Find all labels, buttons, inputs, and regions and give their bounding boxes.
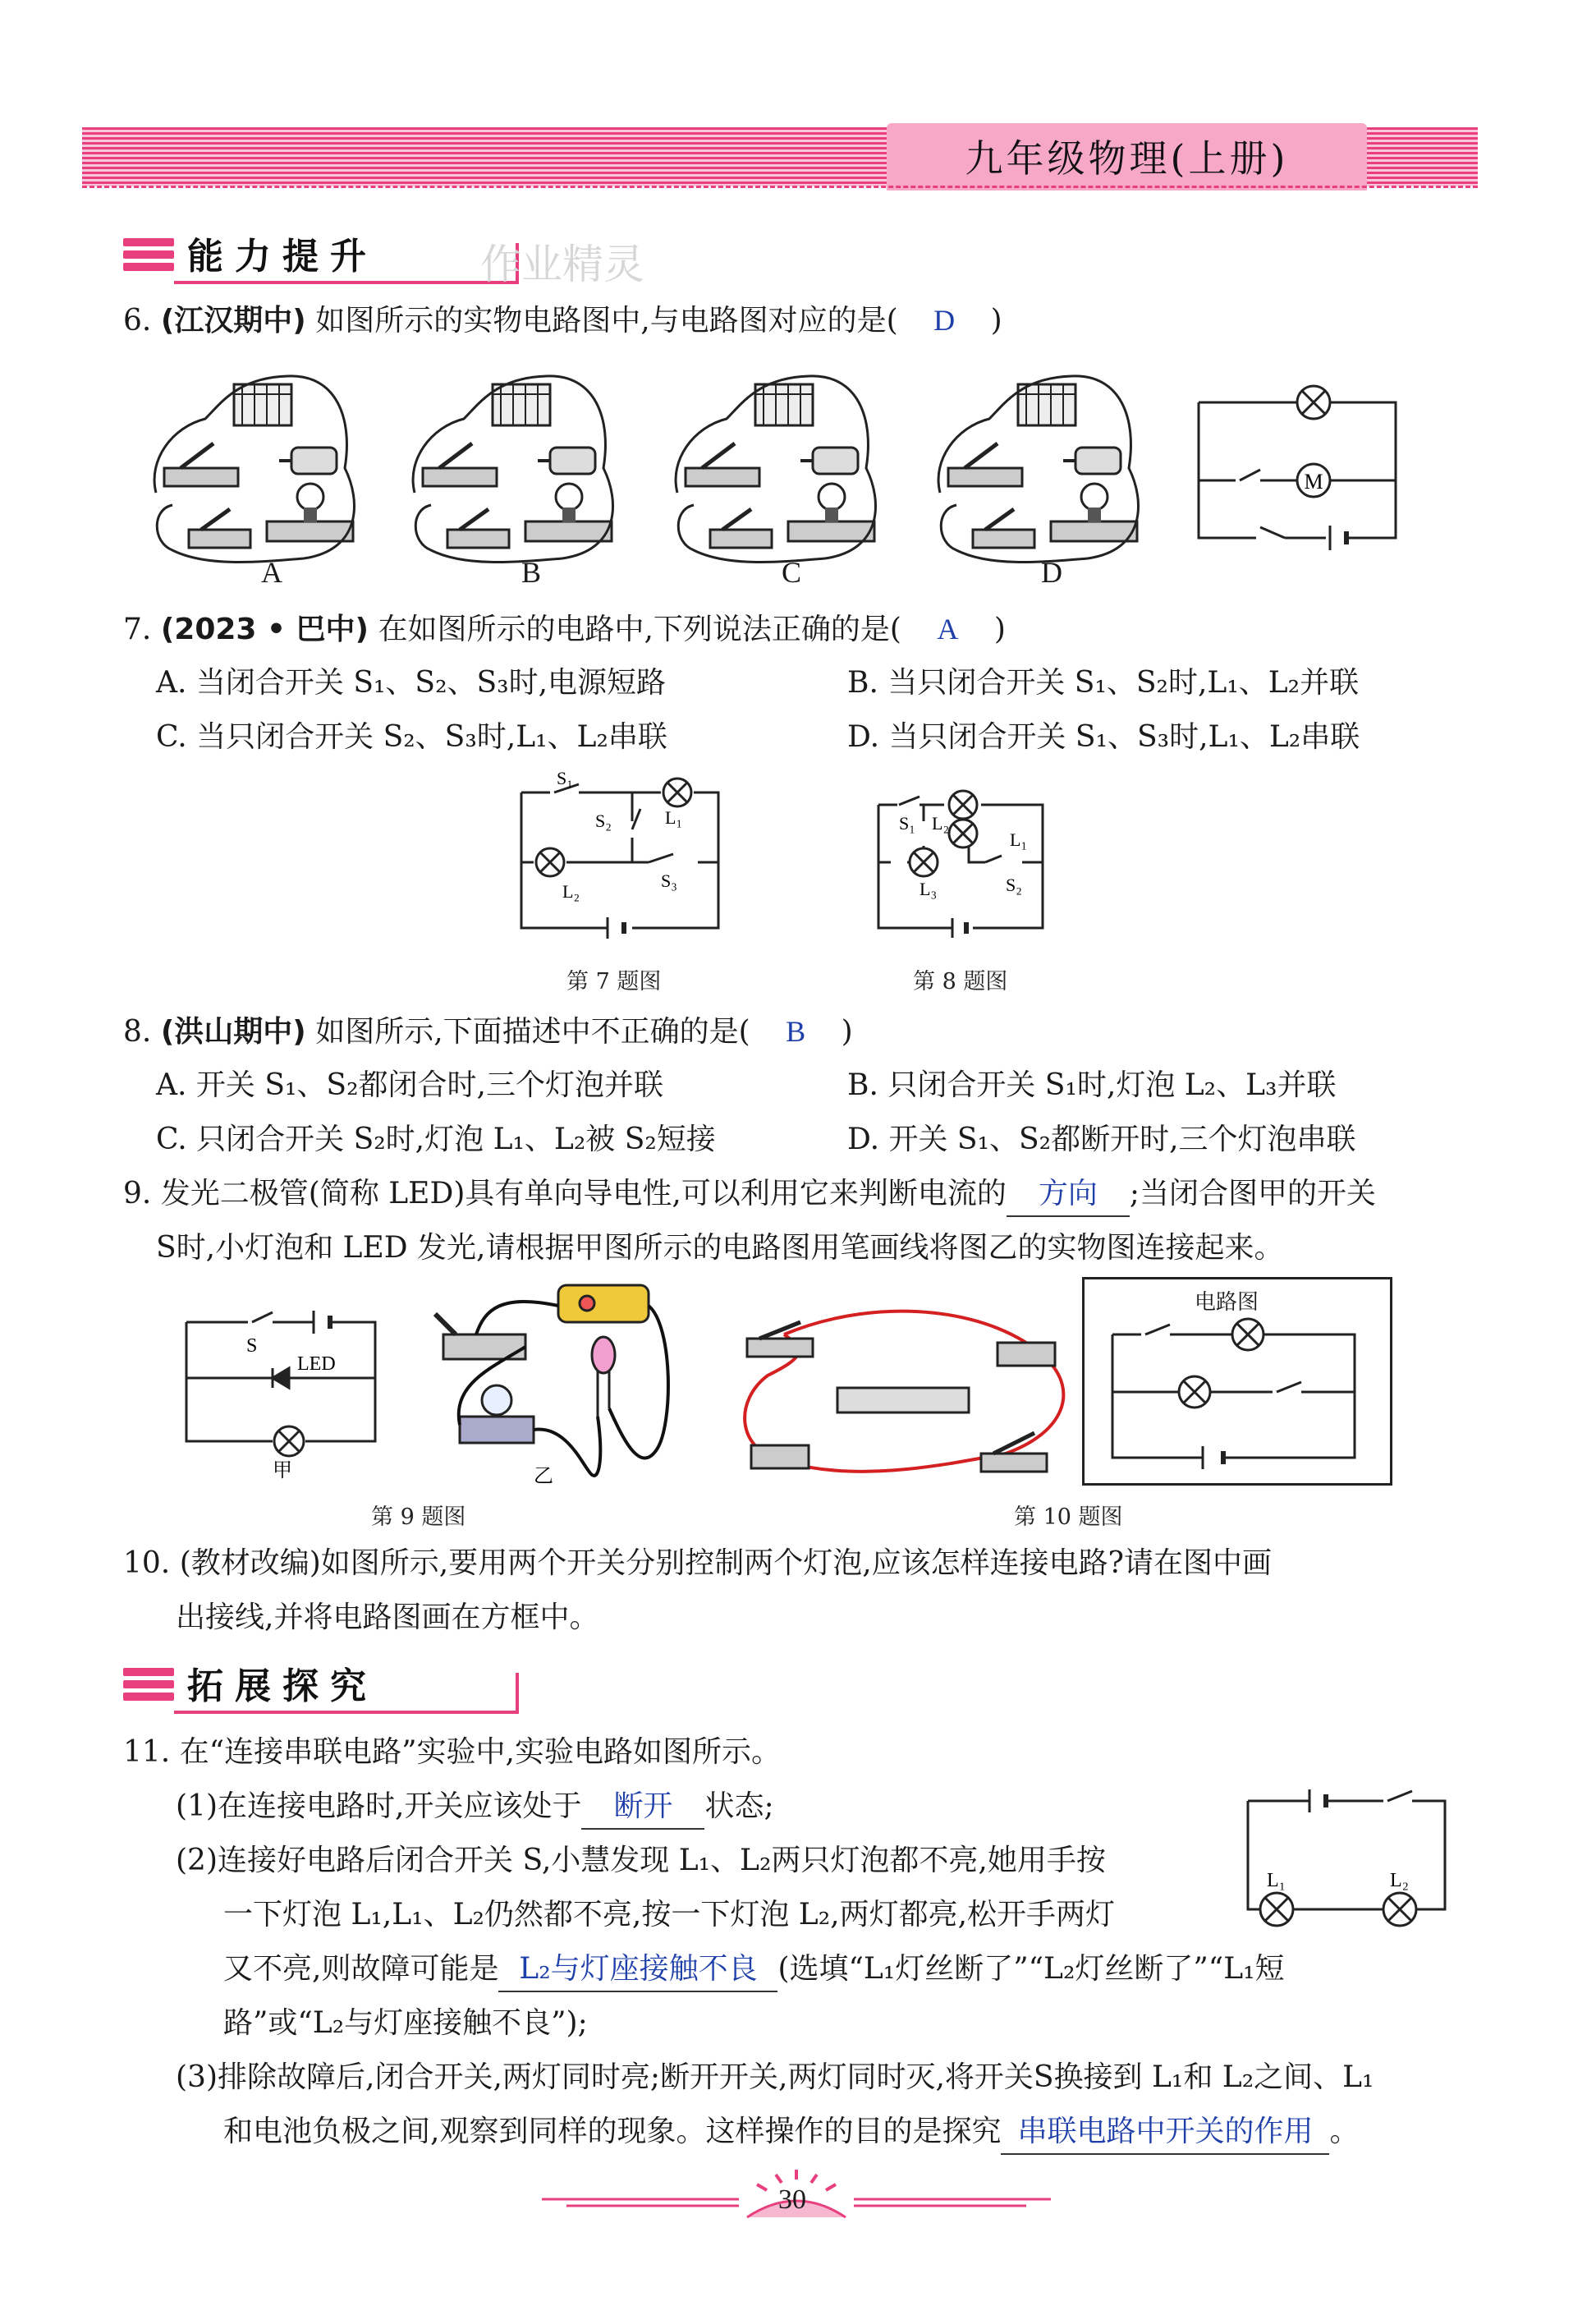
q11-part2-line2: 一下灯泡 L₁,L₁、L₂仍然都不亮,按一下灯泡 L₂,两灯都亮,松开手两灯 <box>223 1898 1116 1931</box>
q8-close-paren: ) <box>841 1015 853 1049</box>
q6-motor-label: M <box>1304 470 1323 494</box>
q11-p1-text: (1)在连接电路时,开关应该处于 <box>176 1789 582 1823</box>
question-11-intro: 11. 在“连接串联电路”实验中,实验电路如图所示。 <box>123 1735 781 1769</box>
section-ability-header <box>123 232 378 282</box>
q6-figure-a <box>154 376 354 563</box>
q6-option-b: B <box>521 556 542 589</box>
section-ability-title: 能力提升 <box>187 236 378 278</box>
q7-number: 7. <box>123 613 152 646</box>
q11-schematic <box>1244 1786 1453 1930</box>
q6-stem: 如图所示的实物电路图中,与电路图对应的是( <box>315 304 898 338</box>
section-stripes-icon <box>123 1668 174 1706</box>
section-extend-title: 拓展探究 <box>187 1665 378 1707</box>
svg-text:L₁: L₁ <box>665 807 683 828</box>
q6-figure-c <box>676 376 875 563</box>
q9-caption: 第 9 题图 <box>371 1504 466 1530</box>
q6-number: 6. <box>123 304 152 338</box>
svg-text:S₂: S₂ <box>1006 875 1022 895</box>
q9-answer-blank: 方向 <box>1007 1173 1130 1217</box>
q7-close-paren: ) <box>993 613 1006 646</box>
question-9-line1 <box>123 1173 1376 1217</box>
q7-answer: A <box>937 613 959 645</box>
q6-option-a: A <box>261 556 282 589</box>
q8-option-d: D. 开关 S₁、S₂都断开时,三个灯泡串联 <box>847 1123 1356 1156</box>
q9-switch-label: S <box>246 1335 258 1357</box>
q6-schematic <box>1195 378 1408 550</box>
section-extend-header <box>123 1661 378 1712</box>
q11-part3-line1: (3)排除故障后,闭合开关,两灯同时亮;断开开关,两灯同时灭,将开关S换接到 L₁和 L₂之间、L₁ <box>176 2060 1374 2094</box>
q8-option-b: B. 只闭合开关 S₁时,灯泡 L₂、L₃并联 <box>847 1068 1337 1102</box>
svg-text:L₁: L₁ <box>1010 829 1028 850</box>
svg-text:S₁: S₁ <box>899 813 915 834</box>
q6-option-c: C <box>782 556 802 589</box>
svg-text:S₁: S₁ <box>557 768 573 788</box>
q11-p3-answer: 串联电路中开关的作用 <box>1001 2111 1329 2155</box>
q11-part2-line1: (2)连接好电路后闭合开关 S,小慧发现 L₁、L₂两只灯泡都不亮,她用手按 <box>176 1844 1106 1877</box>
q6-option-d: D <box>1041 556 1062 589</box>
section-stripes-icon <box>123 238 174 276</box>
page-number: 30 <box>778 2184 806 2215</box>
q11-part2-line3 <box>223 1948 1285 1992</box>
q9-led-label: LED <box>297 1353 336 1375</box>
question-8 <box>123 1010 853 1054</box>
q9-physical-yi <box>427 1277 673 1499</box>
q11-p2-tail: (选填“L₁灯丝断了”“L₂灯丝断了”“L₁短 <box>777 1952 1285 1986</box>
q7-option-b: B. 当只闭合开关 S₁、S₂时,L₁、L₂并联 <box>847 666 1360 700</box>
q8-option-c: C. 只闭合开关 S₂时,灯泡 L₁、L₂被 S₂短接 <box>156 1123 716 1156</box>
q11-l1-label: L₁ <box>1267 1870 1286 1891</box>
section-underline <box>174 281 519 284</box>
q8-schematic <box>874 788 1055 940</box>
q7-option-a: A. 当闭合开关 S₁、S₂、S₃时,电源短路 <box>156 666 667 700</box>
section-underline <box>174 1711 519 1714</box>
question-10-line1: 10. (教材改编)如图所示,要用两个开关分别控制两个灯泡,应该怎样连接电路?请在图中画 <box>123 1546 1272 1580</box>
q11-l2-label: L₂ <box>1390 1870 1410 1891</box>
q8-caption: 第 8 题图 <box>913 969 1008 994</box>
question-9-line2: S时,小灯泡和 LED 发光,请根据甲图所示的电路图用笔画线将图乙的实物图连接起来。 <box>156 1231 1284 1265</box>
q7-caption: 第 7 题图 <box>566 969 662 994</box>
q11-p1-tail: 状态; <box>704 1789 774 1823</box>
q11-part3-line2 <box>223 2111 1359 2155</box>
q7-source-tag: (2023 • 巴中) <box>160 613 369 646</box>
q8-answer: B <box>786 1015 806 1048</box>
q11-p3-tail: 。 <box>1329 2115 1360 2148</box>
q11-p2-text: 又不亮,则故障可能是 <box>223 1952 499 1986</box>
q6-source-tag: (江汉期中) <box>160 304 306 338</box>
q10-schematic <box>1108 1318 1363 1466</box>
watermark: 作业精灵 <box>480 241 644 288</box>
q9-stem-part2: ;当闭合图甲的开关 <box>1129 1177 1376 1210</box>
q6-close-paren: ) <box>990 304 1002 338</box>
q11-p3-text: 和电池负极之间,观察到同样的现象。这样操作的目的是探究 <box>223 2115 1002 2148</box>
header-divider <box>82 186 1478 188</box>
question-7 <box>123 608 1006 651</box>
svg-text:S₂: S₂ <box>595 811 612 831</box>
question-6 <box>123 299 1002 342</box>
page-title: 九年级物理(上册) <box>965 136 1289 181</box>
question-10-line2: 出接线,并将电路图画在方框中。 <box>176 1601 599 1634</box>
svg-text:L₃: L₃ <box>920 879 938 899</box>
svg-text:L₂: L₂ <box>932 813 950 834</box>
q8-stem: 如图所示,下面描述中不正确的是( <box>315 1015 750 1049</box>
q10-box-title: 电路图 <box>1195 1290 1259 1315</box>
svg-text:S₃: S₃ <box>661 870 677 891</box>
q11-part2-line4: 路”或“L₂与灯座接触不良”); <box>223 2006 588 2040</box>
q9-label-yi: 乙 <box>534 1464 553 1487</box>
q11-p1-answer: 断开 <box>581 1785 704 1830</box>
q8-option-a: A. 开关 S₁、S₂都闭合时,三个灯泡并联 <box>156 1068 663 1102</box>
q8-source-tag: (洪山期中) <box>160 1015 306 1049</box>
q9-label-jia: 甲 <box>273 1458 292 1481</box>
q6-figure-b <box>413 376 612 563</box>
q7-stem: 在如图所示的电路中,下列说法正确的是( <box>378 613 901 646</box>
q7-schematic <box>517 768 722 940</box>
q11-p2-answer: L₂与灯座接触不良 <box>498 1948 777 1992</box>
svg-text:L₂: L₂ <box>562 881 580 902</box>
section-bracket <box>516 1673 519 1714</box>
q10-caption: 第 10 题图 <box>1014 1504 1123 1530</box>
q6-answer: D <box>933 304 956 337</box>
q6-figure-d <box>938 376 1138 563</box>
q8-number: 8. <box>123 1015 152 1049</box>
q7-option-c: C. 当只闭合开关 S₂、S₃时,L₁、L₂串联 <box>156 720 667 754</box>
q7-option-d: D. 当只闭合开关 S₁、S₃时,L₁、L₂串联 <box>847 720 1360 754</box>
q9-schematic-jia <box>182 1306 379 1481</box>
q9-stem-part1: 9. 发光二极管(简称 LED)具有单向导电性,可以利用它来判断电流的 <box>123 1177 1007 1210</box>
q10-physical <box>735 1302 1071 1491</box>
q11-part1 <box>176 1785 774 1830</box>
